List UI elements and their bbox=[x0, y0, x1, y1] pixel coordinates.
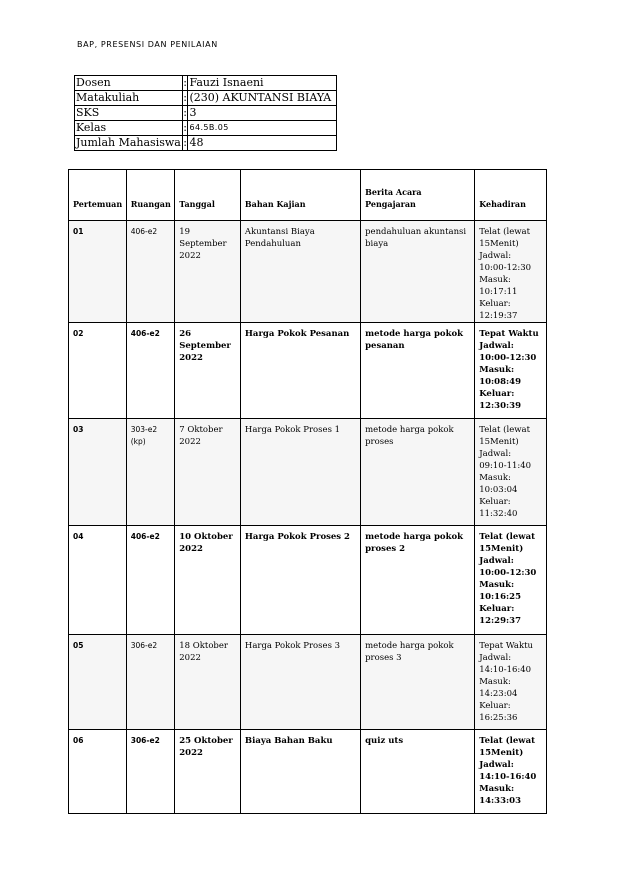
info-row-matakuliah bbox=[75, 91, 337, 106]
cell-tanggal: 18 Oktober 2022 bbox=[175, 635, 241, 730]
info-separator: : bbox=[183, 121, 187, 134]
kehadiran-jadwal-value: 14:10-16:40 bbox=[479, 665, 532, 675]
kehadiran-keluar-value: 16:25:36 bbox=[479, 713, 518, 723]
info-label: Matakuliah bbox=[75, 91, 183, 106]
info-value-sks: 3 bbox=[188, 106, 337, 121]
table-row bbox=[69, 323, 547, 419]
kehadiran-keluar-label: Keluar: bbox=[479, 497, 511, 507]
info-label: Kelas bbox=[75, 121, 183, 136]
info-separator: : bbox=[183, 76, 187, 89]
table-row bbox=[69, 730, 547, 814]
info-separator: : bbox=[183, 106, 187, 119]
kehadiran-jadwal-label: Jadwal: bbox=[479, 760, 514, 770]
cell-bahan-kajian: Harga Pokok Proses 2 bbox=[240, 526, 360, 635]
cell-bahan-kajian: Akuntansi Biaya Pendahuluan bbox=[240, 221, 360, 323]
cell-kehadiran bbox=[475, 526, 547, 635]
cell-bahan-kajian: Harga Pokok Pesanan bbox=[240, 323, 360, 419]
kehadiran-masuk-value: 10:08:49 bbox=[479, 377, 521, 387]
cell-tanggal: 7 Oktober 2022 bbox=[175, 419, 241, 526]
kehadiran-jadwal-label: Jadwal: bbox=[479, 341, 514, 351]
table-row bbox=[69, 635, 547, 730]
column-header-bahan-kajian: Bahan Kajian bbox=[240, 170, 360, 221]
cell-tanggal: 19 September 2022 bbox=[175, 221, 241, 323]
kehadiran-keluar-label: Keluar: bbox=[479, 604, 515, 614]
info-value-matakuliah: (230) AKUNTANSI BIAYA bbox=[188, 91, 337, 106]
info-separator: : bbox=[183, 136, 187, 149]
column-header-berita-acara: Berita Acara Pengajaran bbox=[361, 170, 475, 221]
info-value-dosen: Fauzi Isnaeni bbox=[188, 76, 337, 91]
info-value-kelas: 64.5B.05 bbox=[188, 121, 337, 136]
cell-berita-acara: quiz uts bbox=[361, 730, 475, 814]
column-header-tanggal: Tanggal bbox=[175, 170, 241, 221]
info-row-dosen bbox=[75, 76, 337, 91]
kehadiran-jadwal-label: Jadwal: bbox=[479, 449, 512, 459]
kehadiran-keluar-label: Keluar: bbox=[479, 701, 511, 711]
kehadiran-status: Telat (lewat 15Menit) bbox=[479, 425, 530, 447]
kehadiran-masuk-value: 10:16:25 bbox=[479, 592, 521, 602]
info-value-jumlah-mahasiswa: 48 bbox=[188, 136, 337, 151]
info-separator: : bbox=[183, 91, 187, 104]
cell-bahan-kajian: Harga Pokok Proses 3 bbox=[240, 635, 360, 730]
kehadiran-status: Telat (lewat 15Menit) bbox=[479, 532, 536, 554]
table-row bbox=[69, 221, 547, 323]
page-heading: BAP, PRESENSI DAN PENILAIAN bbox=[77, 40, 218, 49]
column-header-ruangan: Ruangan bbox=[126, 170, 175, 221]
kehadiran-keluar-value: 12:30:39 bbox=[479, 401, 521, 411]
kehadiran-masuk-value: 10:17:11 bbox=[479, 287, 518, 297]
cell-berita-acara: metode harga pokok proses bbox=[361, 419, 475, 526]
kehadiran-status: Telat (lewat 15Menit) bbox=[479, 736, 536, 758]
course-info-table bbox=[74, 75, 337, 151]
kehadiran-masuk-label: Masuk: bbox=[479, 784, 515, 794]
kehadiran-jadwal-value: 10:00-12:30 bbox=[479, 568, 537, 578]
cell-kehadiran bbox=[475, 635, 547, 730]
kehadiran-keluar-value: 11:32:40 bbox=[479, 509, 518, 519]
cell-pertemuan: 04 bbox=[69, 526, 127, 635]
cell-pertemuan: 01 bbox=[69, 221, 127, 323]
cell-tanggal: 10 Oktober 2022 bbox=[175, 526, 241, 635]
info-label: Dosen bbox=[75, 76, 183, 91]
cell-ruangan: 406-e2 bbox=[126, 526, 175, 635]
kehadiran-keluar-label: Keluar: bbox=[479, 389, 515, 399]
cell-berita-acara: metode harga pokok pesanan bbox=[361, 323, 475, 419]
kehadiran-masuk-label: Masuk: bbox=[479, 677, 511, 687]
kehadiran-masuk-label: Masuk: bbox=[479, 473, 511, 483]
table-row bbox=[69, 419, 547, 526]
attendance-table bbox=[68, 169, 547, 814]
column-header-pertemuan: Pertemuan bbox=[69, 170, 127, 221]
cell-pertemuan: 06 bbox=[69, 730, 127, 814]
cell-ruangan: 406-e2 bbox=[126, 221, 175, 323]
kehadiran-keluar-label: Keluar: bbox=[479, 299, 511, 309]
kehadiran-jadwal-label: Jadwal: bbox=[479, 251, 512, 261]
cell-kehadiran bbox=[475, 221, 547, 323]
info-label: SKS bbox=[75, 106, 183, 121]
cell-bahan-kajian: Harga Pokok Proses 1 bbox=[240, 419, 360, 526]
kehadiran-keluar-value: 12:29:37 bbox=[479, 616, 521, 626]
kehadiran-jadwal-label: Jadwal: bbox=[479, 653, 512, 663]
cell-pertemuan: 03 bbox=[69, 419, 127, 526]
kehadiran-masuk-label: Masuk: bbox=[479, 365, 515, 375]
cell-pertemuan: 05 bbox=[69, 635, 127, 730]
cell-berita-acara: metode harga pokok proses 3 bbox=[361, 635, 475, 730]
cell-ruangan: 303-e2 (kp) bbox=[126, 419, 175, 526]
cell-tanggal: 25 Oktober 2022 bbox=[175, 730, 241, 814]
kehadiran-masuk-value: 10:03:04 bbox=[479, 485, 518, 495]
kehadiran-masuk-value: 14:23:04 bbox=[479, 689, 518, 699]
kehadiran-jadwal-value: 10:00-12:30 bbox=[479, 263, 532, 273]
kehadiran-jadwal-value: 14:10-16:40 bbox=[479, 772, 537, 782]
kehadiran-masuk-label: Masuk: bbox=[479, 580, 515, 590]
kehadiran-jadwal-value: 10:00-12:30 bbox=[479, 353, 537, 363]
kehadiran-keluar-value: 12:19:37 bbox=[479, 311, 518, 321]
kehadiran-status: Telat (lewat 15Menit) bbox=[479, 227, 530, 249]
kehadiran-status: Tepat Waktu bbox=[479, 329, 539, 339]
cell-ruangan: 306-e2 bbox=[126, 635, 175, 730]
cell-ruangan: 306-e2 bbox=[126, 730, 175, 814]
table-header-row bbox=[69, 170, 547, 221]
kehadiran-status: Tepat Waktu bbox=[479, 641, 533, 651]
cell-berita-acara: metode harga pokok proses 2 bbox=[361, 526, 475, 635]
cell-ruangan: 406-e2 bbox=[126, 323, 175, 419]
info-row-jumlah-mahasiswa bbox=[75, 136, 337, 151]
kehadiran-masuk-value: 14:33:03 bbox=[479, 796, 521, 806]
cell-berita-acara: pendahuluan akuntansi biaya bbox=[361, 221, 475, 323]
kehadiran-masuk-label: Masuk: bbox=[479, 275, 511, 285]
cell-kehadiran bbox=[475, 419, 547, 526]
cell-kehadiran bbox=[475, 323, 547, 419]
kehadiran-jadwal-label: Jadwal: bbox=[479, 556, 514, 566]
cell-bahan-kajian: Biaya Bahan Baku bbox=[240, 730, 360, 814]
column-header-kehadiran: Kehadiran bbox=[475, 170, 547, 221]
cell-pertemuan: 02 bbox=[69, 323, 127, 419]
cell-tanggal: 26 September 2022 bbox=[175, 323, 241, 419]
kehadiran-jadwal-value: 09:10-11:40 bbox=[479, 461, 532, 471]
info-label: Jumlah Mahasiswa bbox=[76, 136, 181, 149]
cell-kehadiran bbox=[475, 730, 547, 814]
table-row bbox=[69, 526, 547, 635]
info-row-kelas bbox=[75, 121, 337, 136]
info-row-sks bbox=[75, 106, 337, 121]
